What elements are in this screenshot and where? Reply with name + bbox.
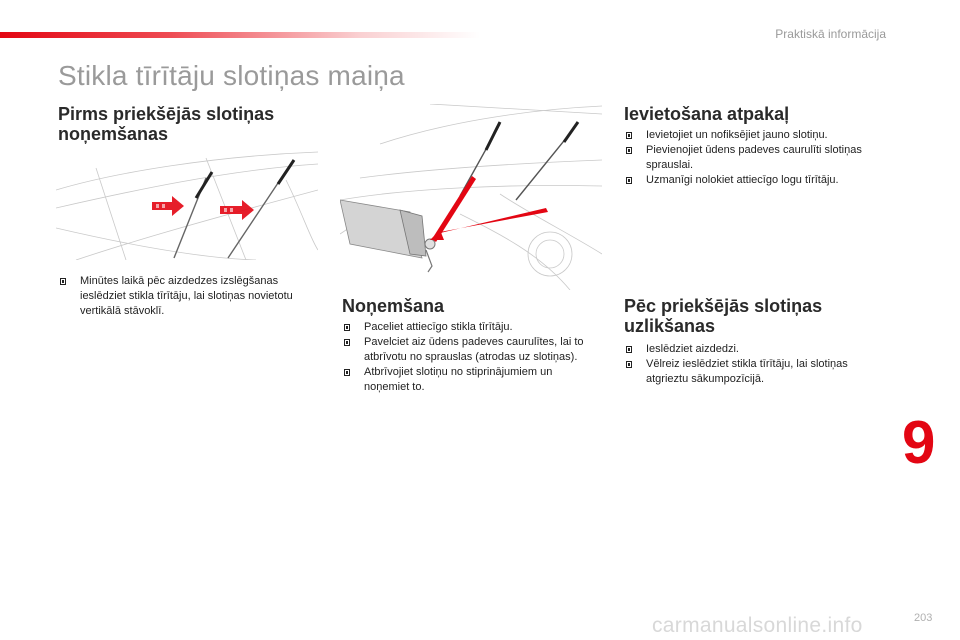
page-title: Stikla tīrītāju slotiņas maiņa	[58, 60, 405, 91]
list-item: Ievietojiet un nofiksējiet jauno slotiņu.	[624, 128, 876, 143]
removal-list	[342, 320, 584, 395]
wipers-vertical-illustration	[56, 150, 318, 260]
checkbox-bullet-icon	[344, 339, 350, 346]
checkbox-bullet-icon	[344, 324, 350, 331]
list-item: Vēlreiz ieslēdziet stikla tīrītāju, lai slotiņas atgrieztu sākumpozīcijā.	[624, 357, 884, 387]
wiper-removal-illustration	[340, 104, 602, 290]
list-item: Ieslēdziet aizdedzi.	[624, 342, 884, 357]
list-item: Atbrīvojiet slotiņu no stiprinājumiem un noņemiet to.	[342, 365, 584, 395]
figure-wipers-vertical	[56, 150, 318, 260]
checkbox-bullet-icon	[60, 278, 66, 285]
list-item: Uzmanīgi nolokiet attiecīgo logu tīrītāju.	[624, 173, 876, 188]
list-item: Pievienojiet ūdens padeves caurulīti slotiņas sprauslai.	[624, 143, 876, 173]
reinstall-list	[624, 128, 876, 188]
list-item: Pavelciet aiz ūdens padeves caurulītes, lai to atbrīvotu no sprauslas (atrodas uz slotiņas).	[342, 335, 584, 365]
heading-removal: Noņemšana	[342, 296, 445, 316]
section-name: Praktiskā informācija	[775, 27, 886, 41]
heading-reinstall: Ievietošana atpakaļ	[624, 104, 790, 124]
checkbox-bullet-icon	[344, 369, 350, 376]
checkbox-bullet-icon	[626, 346, 632, 353]
page-number: 203	[914, 612, 933, 624]
heading-after-fitting: Pēc priekšējās slotiņas uzlikšanas	[624, 296, 823, 336]
figure-wiper-removal	[340, 104, 602, 290]
heading-before-removal: Pirms priekšējās slotiņas noņemšanas	[58, 104, 275, 144]
before-removal-list	[58, 274, 310, 319]
watermark: carmanualsonline.info	[652, 614, 863, 637]
header-accent-bar	[0, 32, 480, 38]
checkbox-bullet-icon	[626, 132, 632, 139]
list-item: Paceliet attiecīgo stikla tīrītāju.	[342, 320, 584, 335]
after-fitting-list	[624, 342, 884, 387]
list-item: Minūtes laikā pēc aizdedzes izslēgšanas ieslēdziet stikla tīrītāju, lai slotiņas novietotu vertikālā stāvoklī.	[58, 274, 310, 319]
checkbox-bullet-icon	[626, 361, 632, 368]
checkbox-bullet-icon	[626, 147, 632, 154]
checkbox-bullet-icon	[626, 177, 632, 184]
chapter-number: 9	[902, 409, 936, 476]
